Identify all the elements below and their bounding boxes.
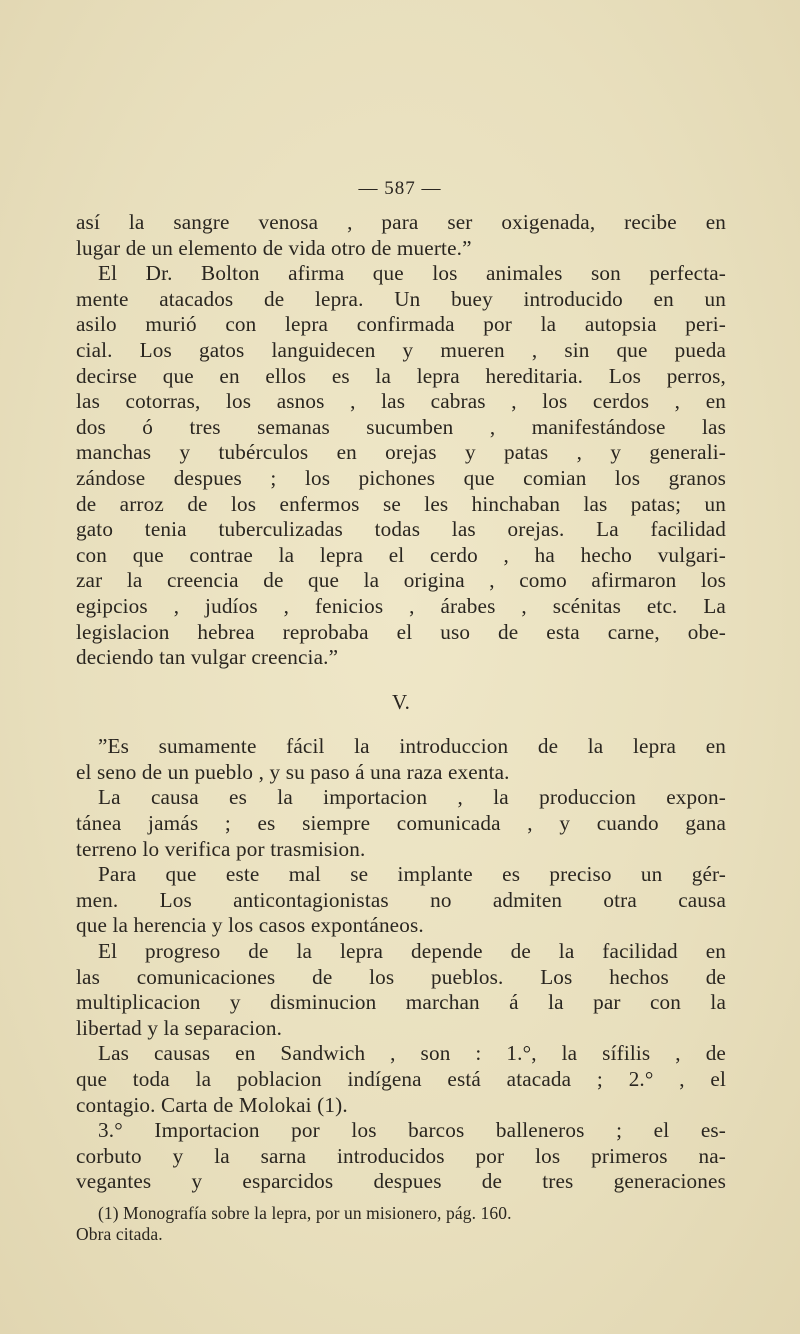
text-line: cial. Los gatos languidecen y mueren , sin que pueda <box>76 337 726 362</box>
text-line: El progreso de la lepra depende de la facilidad en <box>98 939 726 964</box>
text-line: manchas y tubérculos en orejas y patas , y generali- <box>76 440 726 465</box>
text-line: con que contrae la lepra el cerdo , ha hecho vulgari- <box>76 542 726 567</box>
text-line: de arroz de los enfermos se les hinchaban las patas; un <box>76 491 726 516</box>
text-line: multiplicacion y disminucion marchan á la par con la <box>76 990 726 1015</box>
text-line: men. Los anticontagionistas no admiten otra causa <box>76 887 726 912</box>
paragraph <box>76 734 726 785</box>
paragraph <box>76 862 726 939</box>
section-heading: V. <box>391 689 410 714</box>
paragraph <box>76 210 726 261</box>
footnote-line: (1) Monografía sobre la lepra, por un misionero, pág. 160. <box>98 1203 512 1223</box>
paragraph <box>76 261 726 671</box>
text-line: El Dr. Bolton afirma que los animales son perfecta- <box>98 261 726 286</box>
text-line: libertad y la separacion. <box>76 1015 283 1040</box>
text-line: mente atacados de lepra. Un buey introducido en un <box>76 286 726 311</box>
paragraphs-after-heading <box>76 734 726 1195</box>
paragraphs-before-heading <box>76 210 726 671</box>
paragraph <box>76 1118 726 1195</box>
text-line: legislacion hebrea reprobaba el uso de esta carne, obe- <box>76 619 726 644</box>
paragraph <box>76 939 726 1041</box>
footnote-line: Obra citada. <box>76 1224 163 1244</box>
body-text <box>76 210 726 1195</box>
text-line: corbuto y la sarna introducidos por los primeros na- <box>76 1143 726 1168</box>
text-line: zándose despues ; los pichones que comian los granos <box>76 465 726 490</box>
text-line: zar la creencia de que la origina , como afirmaron los <box>76 568 726 593</box>
text-line: las cotorras, los asnos , las cabras , los cerdos , en <box>76 389 726 414</box>
footnotes <box>76 1203 726 1245</box>
paragraph <box>76 1041 726 1118</box>
text-line: vegantes y esparcidos despues de tres generaciones <box>76 1169 726 1194</box>
text-line: egipcios , judíos , fenicios , árabes , scénitas etc. La <box>76 593 726 618</box>
paragraph <box>76 785 726 862</box>
text-line: Para que este mal se implante es preciso un gér- <box>98 862 726 887</box>
text-line: La causa es la importacion , la produccion expon- <box>98 785 726 810</box>
text-line: Las causas en Sandwich , son : 1.°, la sífilis , de <box>98 1041 726 1066</box>
text-line: deciendo tan vulgar creencia.” <box>76 645 339 670</box>
text-line: tánea jamás ; es siempre comunicada , y cuando gana <box>76 811 726 836</box>
text-line: terreno lo verifica por trasmision. <box>76 836 366 861</box>
text-line: 3.° Importacion por los barcos balleneros ; el es- <box>98 1118 726 1143</box>
text-line: decirse que en ellos es la lepra hereditaria. Los perros, <box>76 363 726 388</box>
text-line: dos ó tres semanas sucumben , manifestándose las <box>76 414 726 439</box>
text-line: lugar de un elemento de vida otro de muerte.” <box>76 235 472 260</box>
text-line: que la herencia y los casos expontáneos. <box>76 913 424 938</box>
text-line: ”Es sumamente fácil la introduccion de la lepra en <box>98 734 726 759</box>
text-line: así la sangre venosa , para ser oxigenada, recibe en <box>76 210 726 234</box>
text-line: asilo murió con lepra confirmada por la autopsia peri- <box>76 312 726 337</box>
text-line: gato tenia tuberculizadas todas las orejas. La facilidad <box>76 517 726 542</box>
text-line: las comunicaciones de los pueblos. Los hechos de <box>76 964 726 989</box>
page-number: — 587 — <box>358 178 442 199</box>
text-line: contagio. Carta de Molokai (1). <box>76 1092 348 1117</box>
text-line: que toda la poblacion indígena está atacada ; 2.° , el <box>76 1067 726 1091</box>
text-line: el seno de un pueblo , y su paso á una raza exenta. <box>76 759 510 784</box>
